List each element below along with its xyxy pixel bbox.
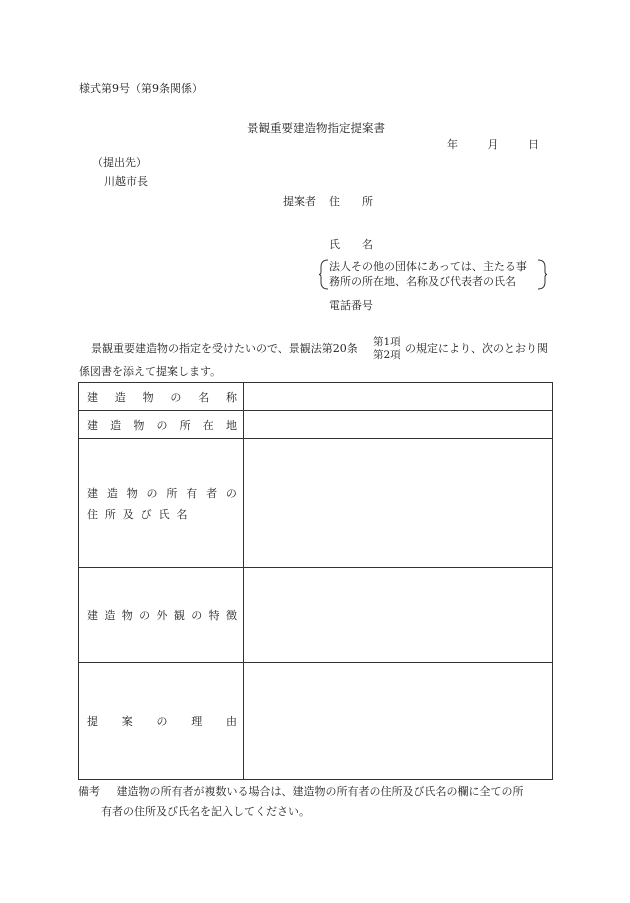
recipient: 川越市長 [104,175,148,188]
table-row [79,663,553,780]
form-number: 様式第9号（第9条関係） [79,82,203,95]
body-text-line2: 係図書を添えて提案します。 [79,365,222,378]
proposer-name-label: 氏 名 [329,238,373,251]
body-text-part2: の規定により、次のとおり関 [405,342,548,355]
label-char: び [140,507,152,521]
table-row [79,383,553,411]
label-char: 在 [202,418,214,432]
application-table [78,382,553,780]
label-char: 所 [104,507,116,521]
label-char: 建 [87,486,98,500]
clause-1: 第1項 [373,336,401,348]
label-char: 造 [110,418,122,432]
label-char: 造 [106,486,118,500]
label-char: 建 [87,609,98,622]
date-day-label: 日 [528,138,539,151]
label-char: 造 [104,609,116,622]
body-text-part1: 景観重要建造物の指定を受けたいので、景観法第20条 [91,342,358,355]
date-line [447,138,539,152]
label-char: 造 [114,390,126,404]
clause-stack [373,336,405,362]
label-char: 物 [133,418,145,432]
corporate-note-line2: 務所の所在地、名称及び代表者の氏名 [329,275,516,288]
label-char: 者 [206,486,218,500]
label-char: 及 [122,507,134,521]
date-year-label: 年 [447,138,458,151]
recipient-label: （提出先） [92,156,147,169]
label-char: 名 [198,390,210,404]
label-char: 地 [225,418,237,432]
remarks-line2: 有者の住所及び氏名を記入してください。 [101,805,310,818]
row-label-building-location [79,411,244,439]
building-name-field[interactable] [244,383,553,411]
label-char: の [156,418,168,432]
label-char: 氏 [158,507,170,521]
label-char: の [146,486,158,500]
proposer-address-label: 住 所 [329,195,373,208]
label-char: 由 [226,715,237,728]
row-label-owner-address-name [79,439,244,568]
corporate-note-line1: 法人その他の団体にあっては、主たる事 [329,260,527,273]
label-char: 観 [173,609,185,622]
row-label-building-exterior [79,568,244,663]
label-char: 称 [225,390,237,404]
label-char: の [170,390,182,404]
clause-2: 第2項 [373,349,401,361]
label-char: 特 [208,609,220,622]
remarks [78,782,558,822]
building-location-field[interactable] [244,411,553,439]
owner-address-name-field[interactable] [244,439,553,568]
label-char: の [156,715,168,728]
label-char: 建 [87,418,98,432]
row-label-building-name [79,383,244,411]
label-char: 物 [126,486,138,500]
table-row [79,411,553,439]
label-char: の [191,609,203,622]
row-label-proposal-reason [79,663,244,780]
proposal-reason-field[interactable] [244,663,553,780]
label-char: 有 [186,486,198,500]
table-row [79,568,553,663]
label-char: 徴 [226,609,237,622]
label-char: の [225,486,237,500]
label-char: 外 [156,609,168,622]
label-char: の [139,609,151,622]
label-char: 名 [176,507,188,521]
label-char: 理 [191,715,203,728]
date-month-label: 月 [487,138,499,151]
document-title: 景観重要建造物指定提案書 [247,121,385,135]
label-char: 案 [121,715,133,728]
label-char: 住 [87,507,98,521]
label-char: 物 [142,390,154,404]
label-char: 所 [179,418,191,432]
remarks-label: 備考 [78,785,100,798]
remarks-line1: 建造物の所有者が複数いる場合は、建造物の所有者の住所及び氏名の欄に全ての所 [116,785,524,798]
label-char: 建 [87,390,98,404]
phone-label: 電話番号 [329,299,373,312]
proposer-label: 提案者 [283,195,316,208]
corporate-note [319,259,547,290]
label-char: 提 [87,715,98,728]
table-row [79,439,553,568]
building-exterior-field[interactable] [244,568,553,663]
label-char: 物 [121,609,133,622]
label-char: 所 [166,486,178,500]
